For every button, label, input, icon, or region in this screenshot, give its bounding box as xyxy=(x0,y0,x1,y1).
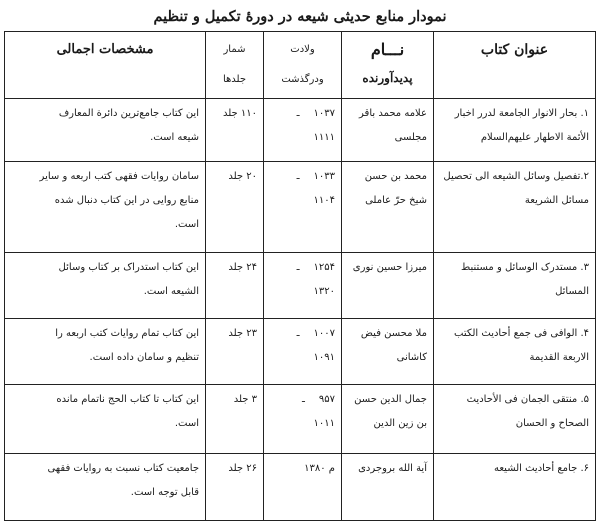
book-title-cell: ۵. منتقی الجمان فی الأحادیث الصحاح و الحسان xyxy=(434,384,596,453)
book-title-cell: ۱. بحار الانوار الجامعة لدرر اخبار الأئمة الاطهار علیهم‌السلام xyxy=(434,99,596,162)
book-title-cell: ۳. مستدرک الوسائل و مستنبط المسائل xyxy=(434,253,596,319)
author-cell: ملا محسن فیض کاشانی xyxy=(342,319,434,385)
header-volumes: شمار جلدها xyxy=(206,32,264,99)
description-cell: این کتاب تمام روایات کتب اربعه را تنظیم و سامان داده است. xyxy=(5,319,206,385)
book-title-cell: ۴. الوافی فی جمع أحادیث الکتب الاربعة القدیمة xyxy=(434,319,596,385)
dates-cell: ۱۰۰۷ـ ۱۰۹۱ xyxy=(264,319,342,385)
table-row xyxy=(5,253,596,319)
description-cell: جامعیت کتاب نسبت به روایات فقهی قابل توجه است. xyxy=(5,453,206,520)
description-cell: سامان روایات فقهی کتب اربعه و سایر منابع روایی در این کتاب دنبال شده است. xyxy=(5,161,206,252)
volumes-cell: ۲۶ جلد xyxy=(206,453,264,520)
dates-cell: ۱۰۳۷ـ ۱۱۱۱ xyxy=(264,99,342,162)
dates-cell: م ۱۳۸۰ xyxy=(264,453,342,520)
volumes-cell: ۳ جلد xyxy=(206,384,264,453)
document-title: نمودار منابع حدیثی شیعه در دورهٔ تکمیل و تنظیم xyxy=(153,8,447,25)
table-header-row xyxy=(5,32,596,99)
description-cell: این کتاب جامع‌ترین دائرة المعارف شیعه است. xyxy=(5,99,206,162)
table-row xyxy=(5,453,596,520)
description-cell: این کتاب تا کتاب الحج ناتمام مانده است. xyxy=(5,384,206,453)
author-cell: آیة الله بروجردی xyxy=(342,453,434,520)
author-cell: محمد بن حسن شیخ حرّ عاملی xyxy=(342,161,434,252)
hadith-sources-table xyxy=(4,31,596,521)
table-row xyxy=(5,161,596,252)
header-description: مشخصات اجمالی xyxy=(5,32,206,99)
volumes-cell: ۲۰ جلد xyxy=(206,161,264,252)
dates-cell: ۱۲۵۴ـ ۱۳۲۰ xyxy=(264,253,342,319)
author-cell: علامه محمد باقر مجلسی xyxy=(342,99,434,162)
author-cell: میرزا حسین نوری xyxy=(342,253,434,319)
header-book-title: عنوان کتاب xyxy=(434,32,596,99)
volumes-cell: ۱۱۰ جلد xyxy=(206,99,264,162)
table-row xyxy=(5,319,596,385)
book-title-cell: ۶. جامع أحادیث الشیعه xyxy=(434,453,596,520)
header-author: نـــام پدیدآورنده xyxy=(342,32,434,99)
table-row xyxy=(5,99,596,162)
dates-cell: ۱۰۳۳ـ ۱۱۰۴ xyxy=(264,161,342,252)
dates-cell: ۹۵۷ـ ۱۰۱۱ xyxy=(264,384,342,453)
table-row xyxy=(5,384,596,453)
author-cell: جمال الدین حسن بن زین الدین xyxy=(342,384,434,453)
description-cell: این کتاب استدراک بر کتاب وسائل الشیعه است. xyxy=(5,253,206,319)
book-title-cell: ۲.تفصیل وسائل الشیعه الی تحصیل مسائل الشریعة xyxy=(434,161,596,252)
header-dates: ولادت ودرگذشت xyxy=(264,32,342,99)
volumes-cell: ۲۳ جلد xyxy=(206,319,264,385)
volumes-cell: ۲۴ جلد xyxy=(206,253,264,319)
